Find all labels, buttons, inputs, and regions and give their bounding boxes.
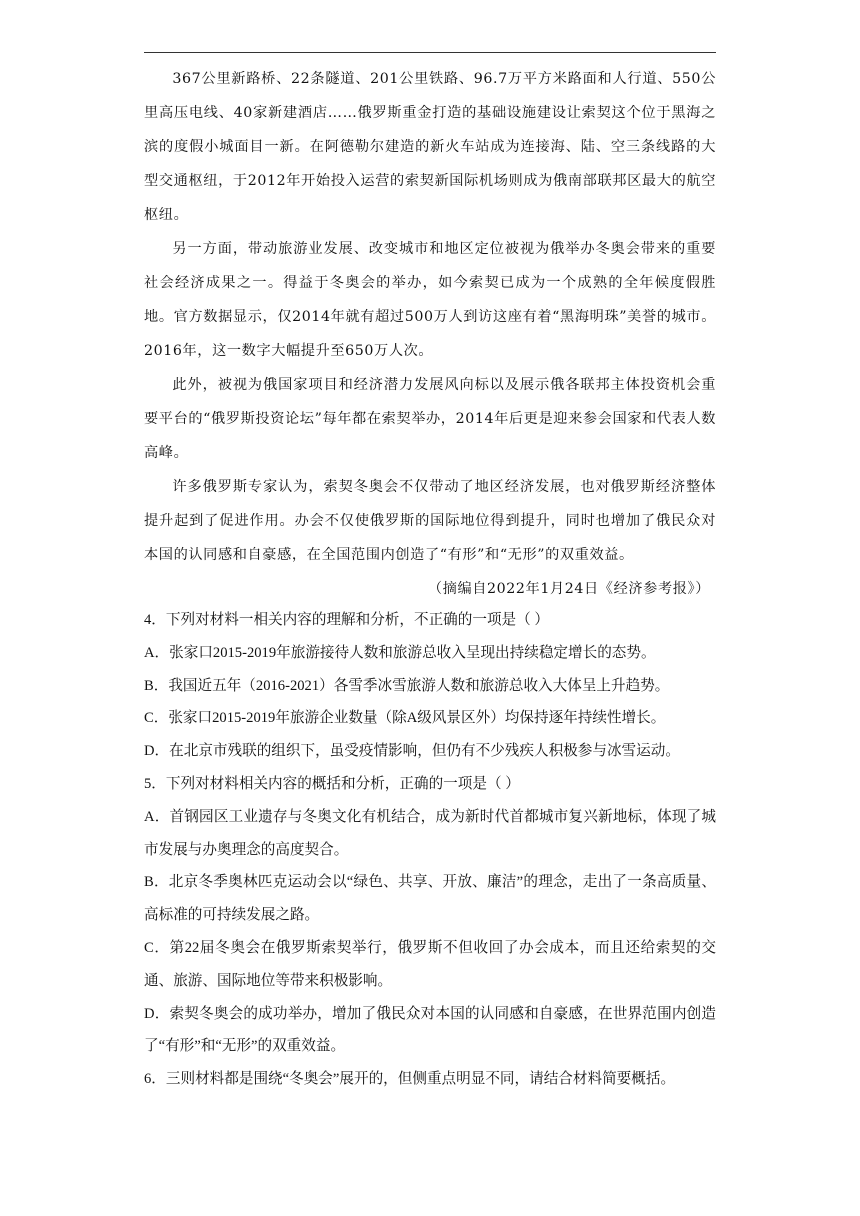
header-rule [144,52,716,53]
question-stem: 6．三则材料都是围绕“冬奥会”展开的，但侧重点明显不同，请结合材料简要概括。 [144,1071,676,1088]
question-option: A．张家口2015-2019年旅游接待人数和旅游总收入呈现出持续稳定增长的态势。 [144,644,656,661]
article-paragraph: 许多俄罗斯专家认为，索契冬奥会不仅带动了地区经济发展，也对俄罗斯经济整体提升起到了促进作用。办会不仅使俄罗斯的国际地位得到提升，同时也增加了俄民众对本国的认同感和自豪感，在全国范围内创造了“有形”和“无形”的双重效益。 [144,479,716,563]
article-paragraph: 此外，被视为俄国家项目和经济潜力发展风向标以及展示俄各联邦主体投资机会重要平台的“俄罗斯投资论坛”每年都在索契举办，2014年后更是迎来参会国家和代表人数高峰。 [144,377,716,461]
question-option: D．在北京市残联的组织下，虽受疫情影响，但仍有不少残疾人积极参与冰雪运动。 [144,743,680,760]
article-paragraph: 另一方面，带动旅游业发展、改变城市和地区定位被视为俄举办冬奥会带来的重要社会经济成果之一。得益于冬奥会的举办，如今索契已成为一个成熟的全年候度假胜地。官方数据显示，仅2014年就有超过500万人到访这座有着“黑海明珠”美誉的城市。2016年，这一数字大幅提升至650万人次。 [144,241,716,359]
article-paragraph: 367公里新路桥、22条隧道、201公里铁路、96.7万平方米路面和人行道、550公里高压电线、40家新建酒店……俄罗斯重金打造的基础设施建设让索契这个位于黑海之滨的度假小城面目一新。在阿德勒尔建造的新火车站成为连接海、陆、空三条线路的大型交通枢纽，于2012年开始投入运营的索契新国际机场则成为俄南部联邦区最大的航空枢纽。 [144,71,716,223]
question-option: B．北京冬季奥林匹克运动会以“绿色、共享、开放、廉洁”的理念，走出了一条高质量、高标准的可持续发展之路。 [144,874,716,924]
question-option: A．首钢园区工业遗存与冬奥文化有机结合，成为新时代首都城市复兴新地标，体现了城市发展与办奥理念的高度契合。 [144,808,716,858]
question-option: C．第22届冬奥会在俄罗斯索契举行，俄罗斯不但收回了办会成本，而且还给索契的交通、旅游、国际地位等带来积极影响。 [144,939,716,989]
question-option: C．张家口2015-2019年旅游企业数量（除A级风景区外）均保持逐年持续性增长。 [144,710,666,727]
question-list [144,604,716,1096]
question-stem: 5．下列对材料相关内容的概括和分析，正确的一项是（ ） [144,775,520,792]
question-option: D．索契冬奥会的成功举办，增加了俄民众对本国的认同感和自豪感，在世界范围内创造了“有形”和“无形”的双重效益。 [144,1005,716,1055]
article-source: （摘编自2022年1月24日《经济参考报》） [427,581,710,597]
question-stem: 4．下列对材料一相关内容的理解和分析，不正确的一项是（ ） [144,612,549,628]
article-material [144,62,716,606]
question-option: B．我国近五年（2016-2021）各雪季冰雪旅游人数和旅游总收入大体呈上升趋势。 [144,677,670,694]
